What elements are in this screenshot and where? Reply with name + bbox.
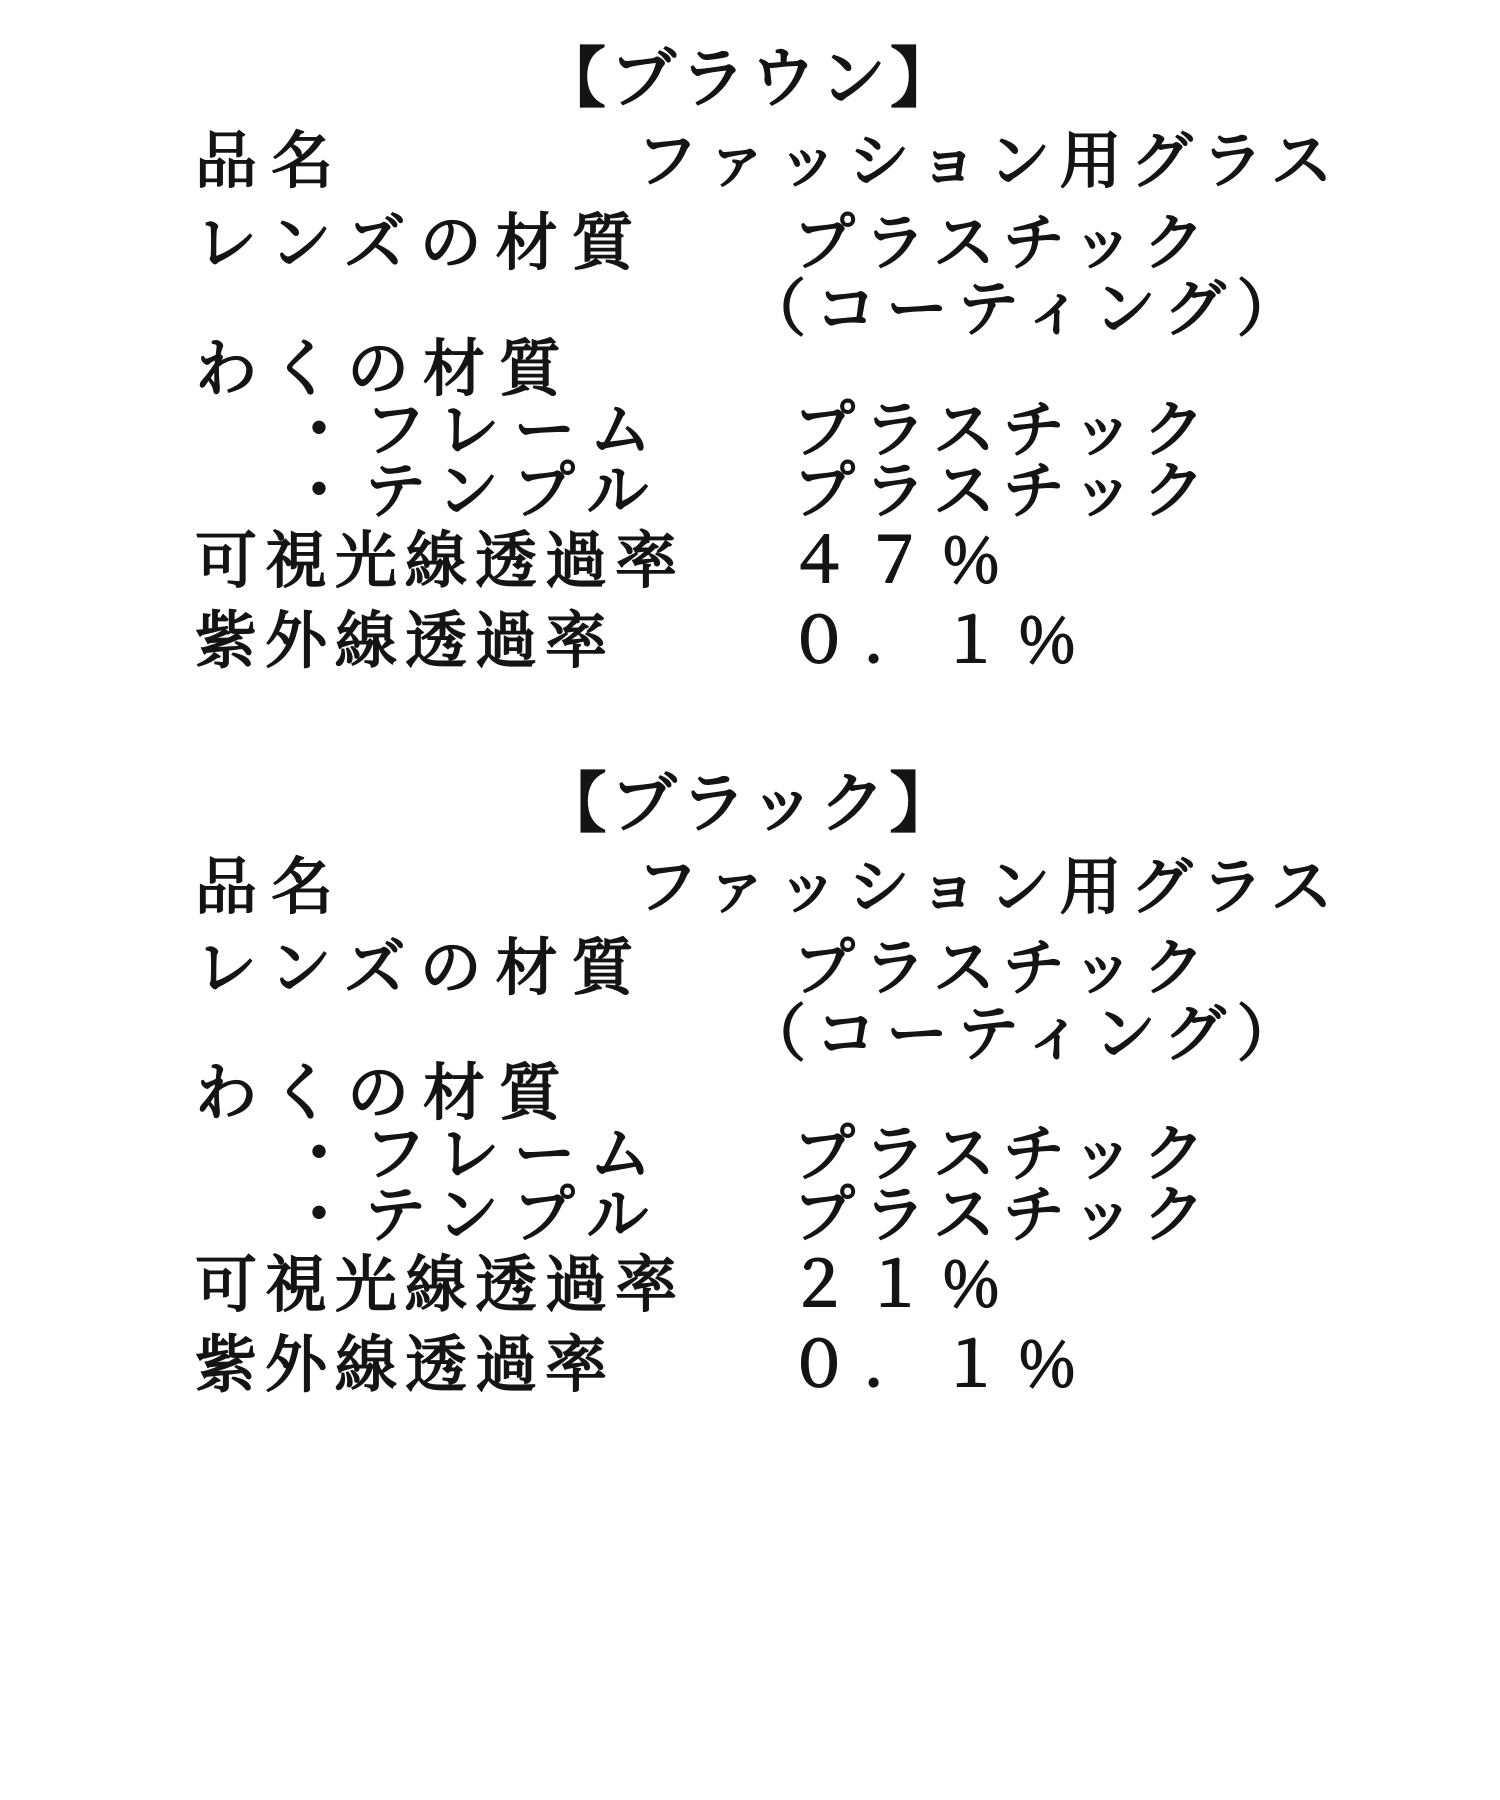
lens-material-value: プラスチック: [793, 931, 1215, 1004]
section-header-brown: 【ブラウン】: [540, 40, 960, 117]
visible-light-label: 可視光線透過率: [195, 524, 686, 597]
visible-light-label: 可視光線透過率: [195, 1248, 686, 1321]
frame-label: ・フレーム: [288, 1117, 666, 1190]
frame-material-label: わくの材質: [195, 1056, 576, 1129]
uv-value: ０．１％: [788, 604, 1093, 677]
frame-material-label: わくの材質: [195, 332, 576, 405]
uv-value: ０．１％: [788, 1328, 1093, 1401]
temple-label: ・テンプル: [288, 454, 663, 527]
product-name-value: ファッション用グラス: [636, 124, 1342, 197]
product-name-label: 品名: [195, 850, 348, 923]
lens-material-label: レンズの材質: [195, 931, 648, 1004]
visible-light-value: ４７％: [788, 524, 1017, 597]
uv-label: 紫外線透過率: [195, 1328, 616, 1401]
product-name-value: ファッション用グラス: [636, 850, 1342, 923]
temple-value: プラスチック: [793, 454, 1215, 527]
frame-value: プラスチック: [793, 393, 1215, 466]
section-header-black: 【ブラック】: [540, 765, 960, 842]
visible-light-value: ２１％: [788, 1248, 1017, 1321]
temple-value: プラスチック: [793, 1178, 1215, 1251]
lens-material-label: レンズの材質: [195, 206, 648, 279]
lens-material-note: （コーティング）: [744, 272, 1308, 345]
frame-value: プラスチック: [793, 1117, 1215, 1190]
product-name-label: 品名: [195, 124, 348, 197]
frame-label: ・フレーム: [288, 393, 666, 466]
lens-material-value: プラスチック: [793, 206, 1215, 279]
temple-label: ・テンプル: [288, 1178, 663, 1251]
lens-material-note: （コーティング）: [744, 997, 1308, 1070]
uv-label: 紫外線透過率: [195, 604, 616, 677]
